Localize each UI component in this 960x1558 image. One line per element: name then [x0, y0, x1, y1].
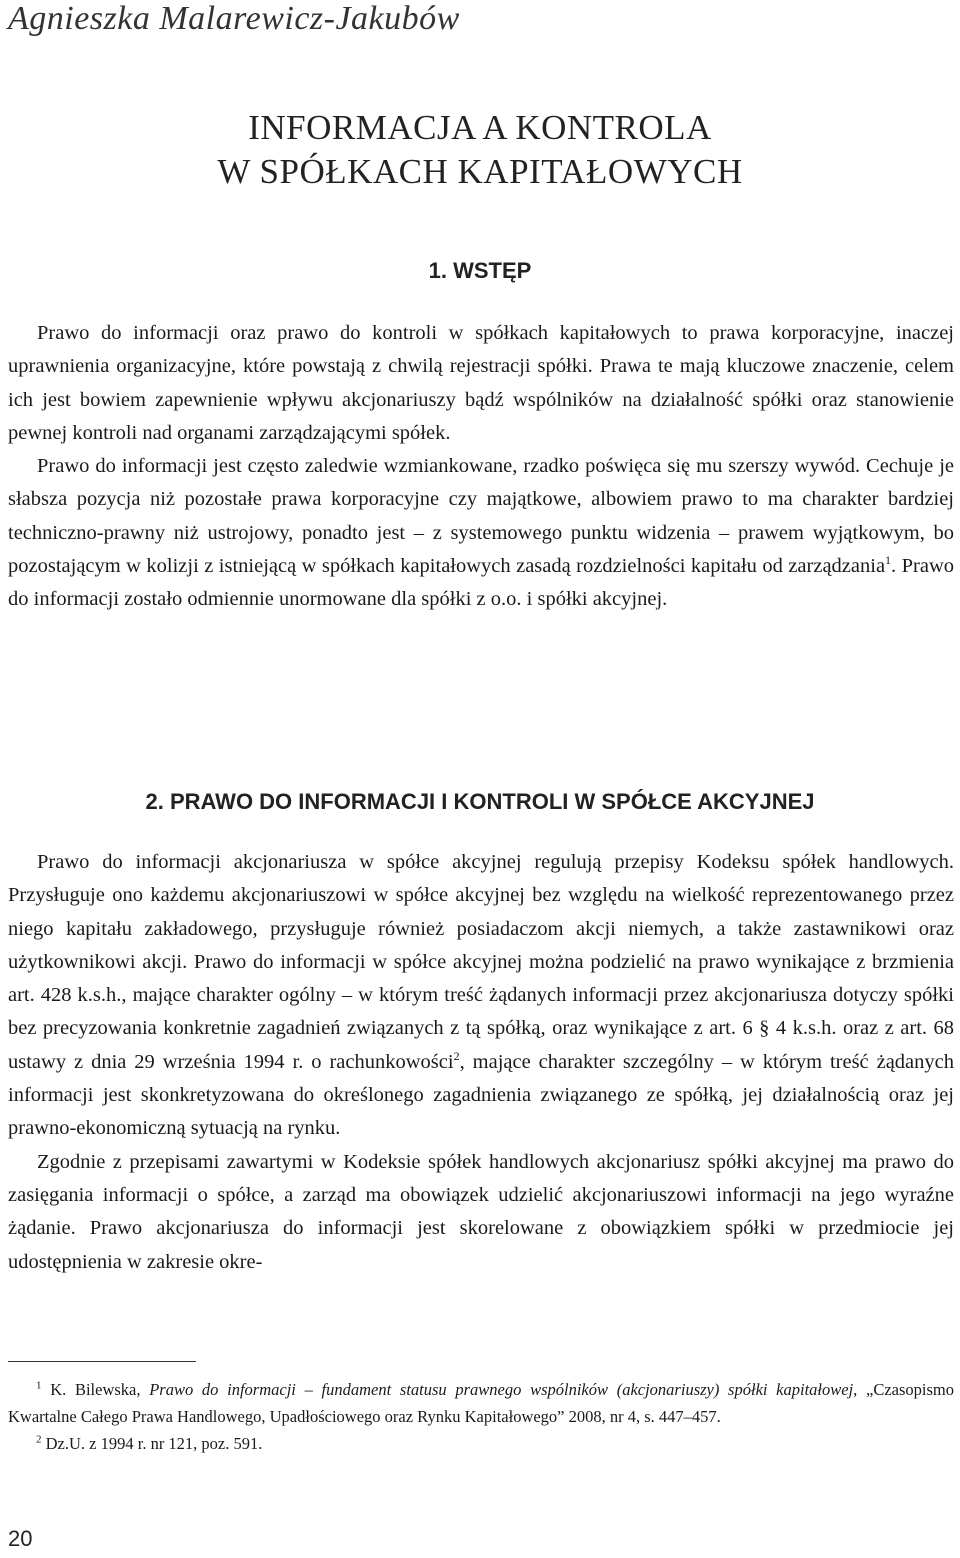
section-2-heading: 2. PRAWO DO INFORMACJI I KONTROLI W SPÓŁCE AKCYJNEJ: [145, 789, 815, 814]
footnote-text: K. Bilewska,: [41, 1380, 150, 1399]
footnotes: [8, 1376, 954, 1457]
section-1-heading: 1. WSTĘP: [428, 258, 532, 283]
footnote-1: [8, 1376, 954, 1430]
footnote-ref-2[interactable]: 2: [453, 1048, 460, 1063]
footnote-cited-title: Prawo do informacji – fundament statusu prawnego wspólników (akcjonariuszy) spółki kapitałowej: [149, 1380, 854, 1399]
section-1-body: [8, 317, 954, 617]
footnote-number: 1: [36, 1379, 42, 1392]
paragraph-text: Prawo do informacji akcjonariusza w spółce akcyjnej regulują przepisy Kodeksu spółek handlowych. Przysługuje ono każdemu akcjonariuszowi w spółce akcyjnej bez względu na wielkość reprezentowanego przez niego kapitału zakładowego, przysługuje również posiadaczom akcji niemych, a także zastawnikowi oraz użytkownikowi akcji. Prawo do informacji w spółce akcyjnej można podzielić na prawo wynikające z brzmienia art. 428 k.s.h., mające charakter ogólny – w którym treść żądanych informacji przez akcjonariusza dotyczy spółki bez precyzowania konkretnie zagadnień związanych z tą spółką, oraz wynikające z art. 6 § 4 k.s.h. oraz z art. 68 ustawy z dnia 29 września 1994 r. o rachunkowości: [8, 851, 954, 1073]
title-line-2: W SPÓŁKACH KAPITAŁOWYCH: [217, 152, 743, 191]
footnote-separator: [8, 1361, 196, 1362]
paragraph-text: . Prawo do informacji zostało odmiennie unormowane dla spółki z o.o. i spółki akcyjnej.: [8, 555, 955, 611]
section-2-body: [8, 846, 954, 1279]
author-name: Agnieszka Malarewicz-Jakubów: [8, 0, 460, 37]
page-number: 20: [8, 1526, 33, 1551]
footnote-number: 2: [36, 1433, 42, 1446]
section-2-paragraph-2: Zgodnie z przepisami zawartymi w Kodeksie spółek handlowych akcjonariusz spółki akcyjnej ma prawo do zasięgania informacji o spółce, a zarząd ma obowiązek udzielić akcjonariuszowi informacji na jego wyraźne żądanie. Prawo akcjonariusza do informacji jest skorelowane z obowiązkiem spółki w przedmiocie jej udostępnienia w zakresie okre-: [8, 1150, 954, 1273]
section-2-paragraph-1: [8, 846, 954, 1146]
footnote-2: [8, 1430, 954, 1457]
footnote-text: , „Czasopismo Kwartalne Całego Prawa Handlowego, Upadłościowego oraz Rynku Kapitałowego” 2008, nr 4, s. 447–457.: [8, 1380, 954, 1426]
section-1-paragraph-1: Prawo do informacji oraz prawo do kontroli w spółkach kapitałowych to prawa korporacyjne, inaczej uprawnienia organizacyjne, które powstają z chwilą rejestracji spółki. Prawa te mają kluczowe znaczenie, celem ich jest bowiem zapewnienie wpływu akcjonariuszy bądź wspólników na działalność spółki oraz stanowienie pewnej kontroli nad organami zarządzającymi spółek.: [8, 322, 954, 444]
section-1-paragraph-2: [8, 450, 954, 616]
article-title: [0, 106, 960, 194]
footnote-ref-1[interactable]: 1: [885, 553, 892, 568]
paragraph-text: , mające charakter szczególny – w którym treść żądanych informacji jest skonkretyzowana do określonego zagadnienia związanego ze spółką, jej działalnością oraz jej prawno-ekonomiczną sytuacją na rynku.: [8, 1050, 954, 1140]
footnote-text: Dz.U. z 1994 r. nr 121, poz. 591.: [41, 1434, 263, 1453]
title-line-1: INFORMACJA A KONTROLA: [248, 108, 712, 147]
paragraph-text: Prawo do informacji jest często zaledwie wzmiankowane, rzadko poświęca się mu szerszy wywód. Cechuje je słabsza pozycja niż pozostałe prawa korporacyjne czy majątkowe, albowiem prawo to ma charakter bardziej techniczno-prawny niż ustrojowy, ponadto jest – z systemowego punktu widzenia – prawem wyjątkowym, bo pozostającym w kolizji z istniejącą w spółkach kapitałowych zasadą rozdzielności kapitału od zarządzania: [8, 455, 954, 578]
